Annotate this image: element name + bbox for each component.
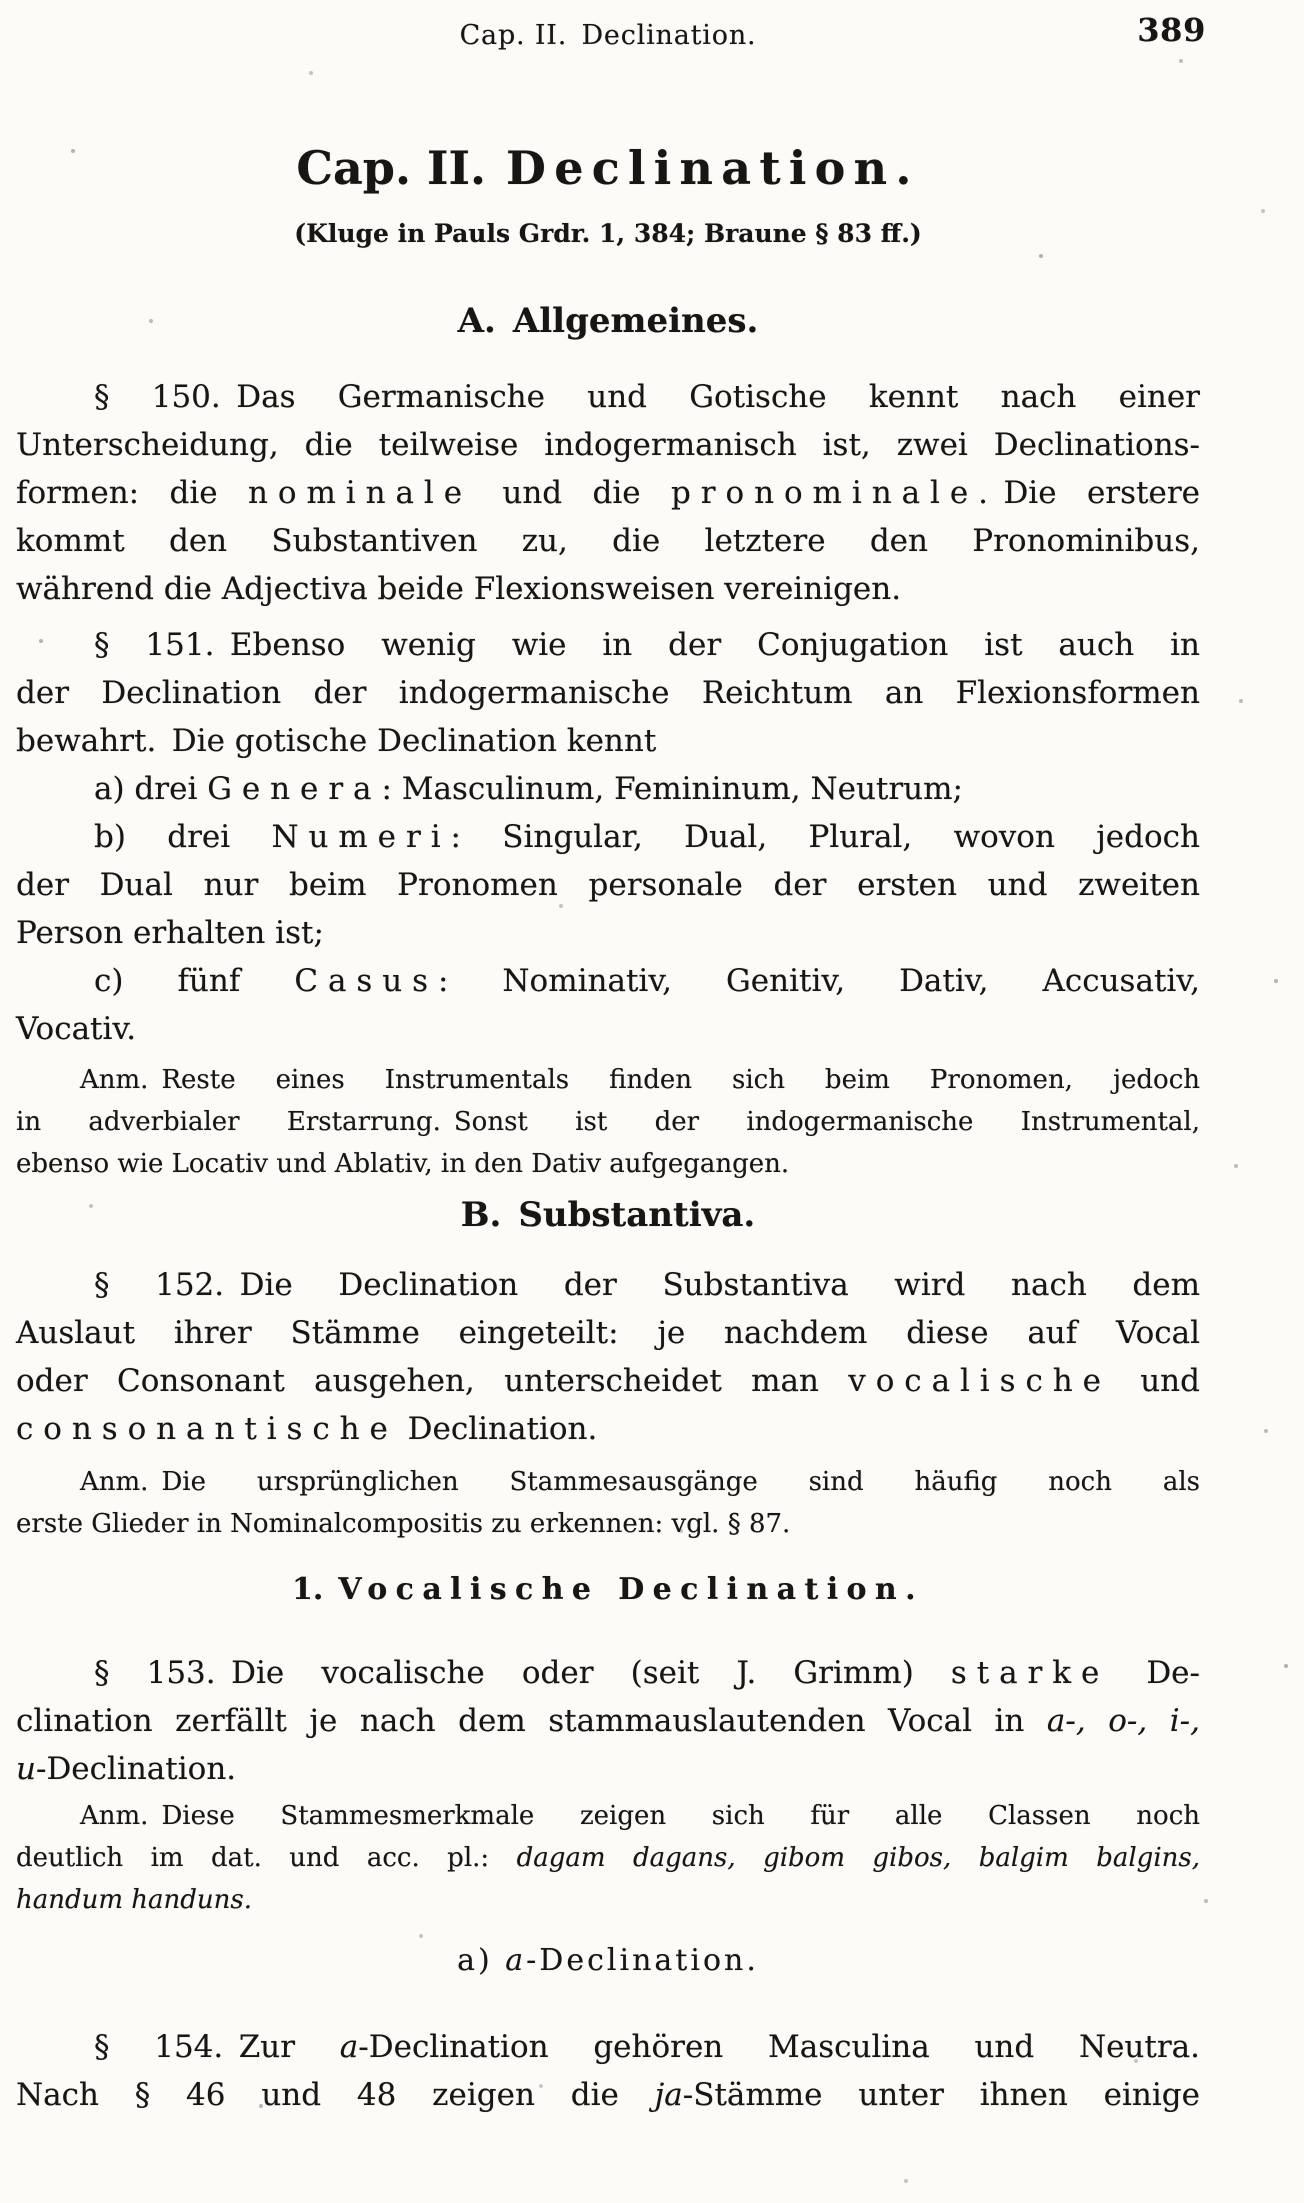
text-line — [16, 517, 1200, 565]
paragraph-153 — [16, 1649, 1200, 1793]
text-segment: Anm. Die ursprünglichen Stammesausgänge sind häufig noch als — [80, 1467, 1200, 1497]
text-segment: Casus — [294, 963, 438, 999]
text-segment: ebenso wie Locativ und Ablativ, in den Dativ aufgegangen. — [16, 1149, 790, 1179]
text-segment: a — [505, 1943, 527, 1978]
text-segment: der Declination der indogermanische Reichtum an Flexionsformen — [16, 675, 1200, 711]
text-segment: kommt den Substantiven zu, die letztere den Pronominibus, — [16, 523, 1200, 559]
chapter-subtitle: (Kluge in Pauls Grdr. 1, 384; Braune § 83 ff.) — [294, 219, 922, 248]
paragraph-151 — [16, 621, 1200, 1053]
text-line — [16, 1503, 1200, 1545]
text-line — [16, 1357, 1200, 1405]
section-heading-a — [16, 301, 1200, 341]
text-segment: bewahrt. Die gotische Declination kennt — [16, 723, 657, 759]
text-segment: 1. — [292, 1572, 339, 1607]
text-segment: und — [1110, 1363, 1200, 1399]
text-line — [16, 813, 1200, 861]
annotation-153 — [16, 1795, 1200, 1921]
text-segment: der Dual nur beim Pronomen personale der ersten und zweiten — [16, 867, 1200, 903]
text-segment: c) fünf — [94, 963, 295, 999]
text-segment: formen: die — [16, 475, 248, 511]
text-segment: De- — [1109, 1655, 1201, 1691]
text-line — [16, 1261, 1200, 1309]
text-line — [16, 1745, 1200, 1793]
text-segment: -Stämme unter ihnen einige — [682, 2077, 1200, 2113]
text-segment: -Declination. — [526, 1943, 759, 1978]
text-segment: a) — [457, 1943, 506, 1978]
page-header — [16, 11, 1206, 52]
text-line — [16, 1101, 1200, 1143]
text-line — [16, 909, 1200, 957]
text-line — [16, 765, 1200, 813]
annotation-152 — [16, 1461, 1200, 1545]
text-segment: dagam dagans, gibom gibos, balgim balgins, — [516, 1843, 1200, 1873]
text-line — [16, 373, 1200, 421]
text-segment: clination zerfällt je nach dem stammauslautenden Vocal in — [16, 1703, 1047, 1739]
text-line — [16, 1143, 1200, 1185]
text-segment: Vocalische Declination. — [338, 1572, 924, 1607]
text-line — [16, 861, 1200, 909]
text-segment: nominale — [247, 475, 472, 511]
text-segment: deutlich im dat. und acc. pl.: — [16, 1843, 517, 1873]
running-head: Cap. II. Declination. — [459, 20, 757, 51]
chapter-title-emphasis: Declination. — [506, 141, 920, 195]
text-segment: starke — [950, 1655, 1110, 1691]
text-segment: oder Consonant ausgehen, unterscheidet man — [16, 1363, 849, 1399]
content-blocks — [16, 301, 1200, 2119]
text-segment: Genera — [207, 771, 382, 807]
text-line — [16, 717, 1200, 765]
text-line — [16, 1795, 1200, 1837]
text-line — [16, 2071, 1200, 2119]
text-segment: § 153. Die vocalische oder (seit J. Grimm) — [94, 1655, 951, 1691]
text-segment: Anm. Diese Stammesmerkmale zeigen sich für alle Classen noch — [80, 1801, 1200, 1831]
text-segment: vocalische — [848, 1363, 1111, 1399]
text-line — [16, 1461, 1200, 1503]
paragraph-150 — [16, 373, 1200, 613]
subsection-heading-a — [16, 1943, 1200, 1979]
paragraph-154 — [16, 2023, 1200, 2119]
text-segment: : Nominativ, Genitiv, Dativ, Accusativ, — [437, 963, 1201, 999]
page-number: 389 — [1137, 11, 1206, 49]
text-segment: -Declination. — [35, 1751, 237, 1787]
text-segment: § 151. Ebenso wenig wie in der Conjugation ist auch in — [94, 627, 1200, 663]
text-line — [16, 1405, 1200, 1453]
text-line — [16, 669, 1200, 717]
chapter-title-prefix: Cap. II. — [296, 141, 487, 195]
text-line — [16, 1649, 1200, 1697]
text-line — [16, 2023, 1200, 2071]
text-segment: Nach § 46 und 48 zeigen die — [16, 2077, 655, 2113]
text-line — [16, 1837, 1200, 1879]
text-segment: B. Substantiva. — [460, 1195, 756, 1235]
text-segment: während die Adjectiva beide Flexionsweisen vereinigen. — [16, 571, 902, 607]
text-segment: Numeri — [271, 819, 451, 855]
text-segment: Unterscheidung, die teilweise indogermanisch ist, zwei Declinations- — [16, 427, 1200, 463]
text-segment: : Singular, Dual, Plural, wovon jedoch — [450, 819, 1200, 855]
text-segment: und die — [471, 475, 671, 511]
text-segment: a — [339, 2029, 359, 2065]
text-segment: b) drei — [94, 819, 272, 855]
text-segment: a) drei — [94, 771, 208, 807]
text-segment: consonantische — [16, 1411, 398, 1447]
text-line — [16, 1059, 1200, 1101]
text-segment: : Masculinum, Femininum, Neutrum; — [381, 771, 963, 807]
scan-noise — [0, 0, 2, 2]
text-segment: handum handuns. — [16, 1885, 253, 1915]
text-segment: ja — [654, 2077, 683, 2113]
text-segment: Declination. — [397, 1411, 598, 1447]
text-segment: pronominale — [671, 475, 979, 511]
text-line — [16, 565, 1200, 613]
text-line — [16, 957, 1200, 1005]
text-segment: § 154. Zur — [94, 2029, 340, 2065]
chapter-title — [16, 142, 1200, 194]
subsection-heading-1 — [16, 1571, 1200, 1609]
text-segment: -Declination gehören Masculina und Neutra. — [358, 2029, 1200, 2065]
text-line — [16, 621, 1200, 669]
text-line — [16, 469, 1200, 517]
section-heading-b — [16, 1195, 1200, 1235]
text-segment: . Die erstere — [978, 475, 1200, 511]
text-segment: Anm. Reste eines Instrumentals finden sich beim Pronomen, jedoch — [80, 1065, 1200, 1095]
text-segment: § 150. Das Germanische und Gotische kennt nach einer — [94, 379, 1200, 415]
text-line — [16, 1309, 1200, 1357]
text-segment: erste Glieder in Nominalcompositis zu erkennen: vgl. § 87. — [16, 1509, 791, 1539]
text-segment: Auslaut ihrer Stämme eingeteilt: je nachdem diese auf Vocal — [16, 1315, 1200, 1351]
text-segment: Person erhalten ist; — [16, 915, 324, 951]
text-segment: § 152. Die Declination der Substantiva wird nach dem — [94, 1267, 1200, 1303]
annotation-151 — [16, 1059, 1200, 1185]
text-line — [16, 421, 1200, 469]
text-segment: u — [16, 1751, 36, 1787]
text-line — [16, 1697, 1200, 1745]
text-line — [16, 1879, 1200, 1921]
text-segment: Vocativ. — [16, 1011, 137, 1047]
text-segment: a-, o-, i-, — [1046, 1703, 1200, 1739]
paragraph-152 — [16, 1261, 1200, 1453]
text-line — [16, 1005, 1200, 1053]
text-segment: A. Allgemeines. — [457, 301, 759, 341]
text-segment: in adverbialer Erstarrung. Sonst ist der indogermanische Instrumental, — [16, 1107, 1200, 1137]
